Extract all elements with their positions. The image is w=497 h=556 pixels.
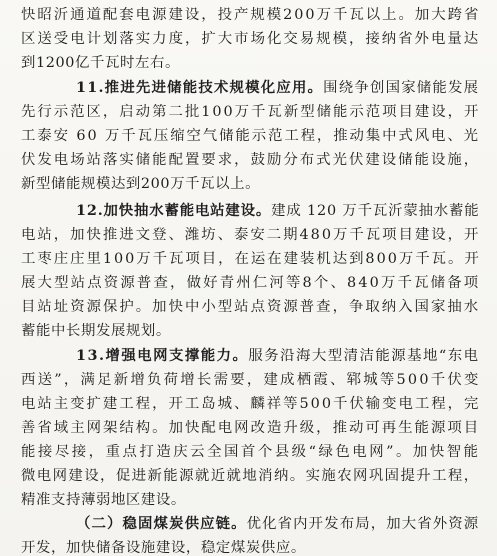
text-run: 电站主变扩建工程，开工岛城、麟祥等500千伏输变电工程，完	[21, 396, 481, 412]
text-line	[76, 78, 479, 98]
text-run: 电站，加快推进文登、潍坊、泰安二期480万千瓦项目建设，开	[21, 227, 481, 243]
text-run: 目站址资源保护。加快中小型站点资源普查，争取纳入国家抽水	[21, 299, 481, 315]
text-run: 展大型站点资源普查，做好青州仁河等8个、840万千瓦储备项	[21, 275, 481, 291]
text-line	[21, 225, 480, 245]
text-run: 西送”，满足新增负荷增长需要，建成栖霞、郓城等500千伏变	[21, 372, 481, 388]
text-line	[21, 538, 306, 556]
text-run: 精准支持薄弱地区建设。	[21, 492, 186, 508]
text-run: 伏发电场站落实储能配置要求，鼓励分布式光伏建设储能设施，	[21, 152, 481, 168]
text-line	[21, 174, 260, 194]
text-line	[21, 53, 180, 73]
heading-run: 12.加快抽水蓄能电站建设。	[76, 202, 272, 219]
text-run: 工泰安 60 万千瓦压缩空气储能示范工程，推动集中式风电、光	[21, 128, 480, 144]
text-run: 区送受电计划落实力度，扩大市场化交易规模，接纳省外电量达	[21, 31, 481, 47]
text-run: 服务沿海大型清洁能源基地“东电	[248, 348, 480, 364]
text-run: 能接尽接，重点打造庆云全国首个县级“绿色电网”。加快智能	[21, 444, 481, 460]
text-run: 工枣庄庄里100万千瓦项目，在运在建装机达到800万千瓦。开	[21, 251, 481, 267]
text-run: 微电网建设，促进新能源就近就地消纳。实施农网巩固提升工程，	[21, 468, 480, 484]
text-run: 新型储能规模达到200万千瓦以上。	[21, 176, 261, 192]
text-line	[21, 29, 480, 49]
text-line	[21, 297, 480, 317]
text-line	[21, 273, 480, 293]
text-run: 先行示范区，启动第二批100万千瓦新型储能示范项目建设，开	[21, 104, 481, 120]
text-line	[21, 442, 481, 462]
text-line	[21, 466, 480, 486]
text-line	[76, 201, 480, 221]
heading-run: 11.推进先进储能技术规模化应用。	[76, 79, 324, 96]
text-line	[21, 321, 171, 341]
text-line	[21, 150, 480, 170]
text-line	[21, 418, 480, 438]
text-line	[21, 5, 480, 25]
text-line	[76, 514, 479, 534]
text-run: 蓄能中长期发展规划。	[21, 323, 171, 339]
text-run: 建成 120 万千瓦沂蒙抽水蓄能	[271, 203, 480, 219]
text-line	[21, 102, 480, 122]
text-run: 围绕争创国家储能发展	[323, 80, 480, 96]
text-run: 快昭沂通道配套电源建设，投产规模200万千瓦以上。加大跨省	[21, 7, 481, 23]
text-run: 优化省内开发布局，加大省外资源	[246, 516, 480, 532]
text-run: 开发，加快储备设施建设，稳定煤炭供应。	[21, 540, 306, 556]
text-line	[76, 346, 479, 366]
text-line	[21, 394, 480, 414]
text-line	[21, 249, 481, 269]
heading-run: （二）稳固煤炭供应链。	[76, 515, 247, 532]
text-run: 到1200亿千瓦时左右。	[21, 55, 180, 71]
text-line	[21, 126, 480, 146]
heading-run: 13.增强电网支撑能力。	[76, 347, 249, 364]
text-line	[21, 490, 186, 510]
text-line	[21, 370, 481, 390]
text-run: 善省域主网架结构。加快配电网改造升级，推动可再生能源项目	[21, 420, 481, 436]
